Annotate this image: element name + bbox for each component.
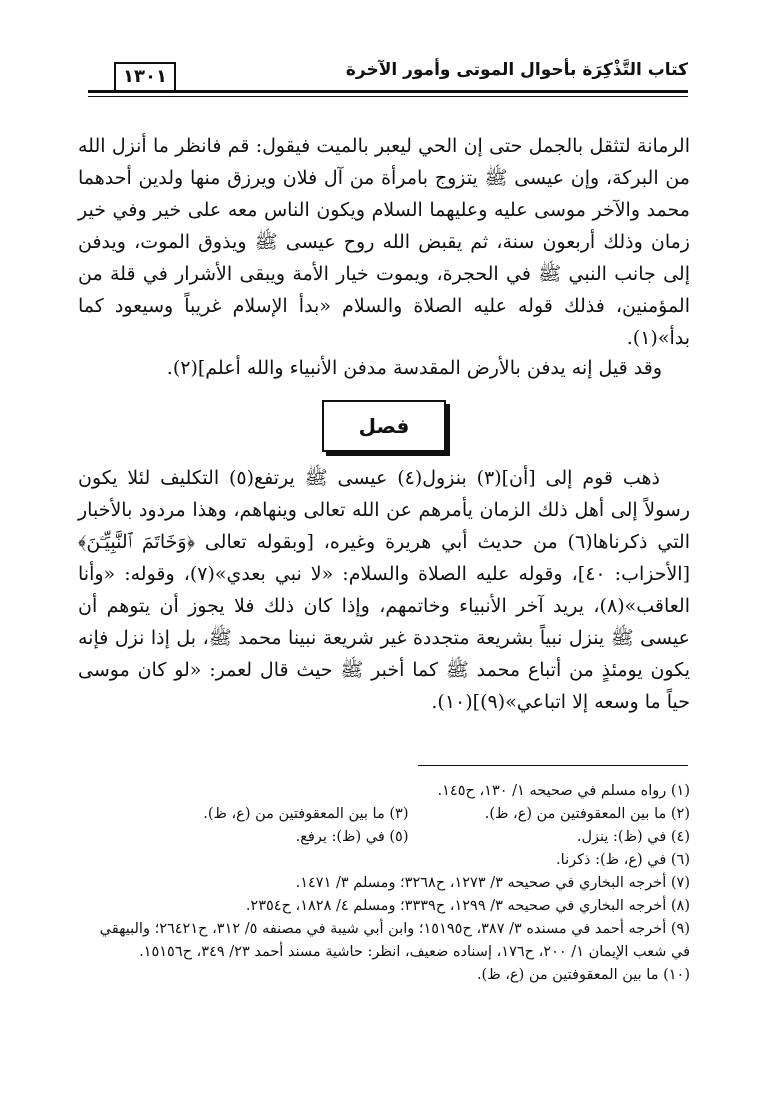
footnote-8: (٨) أخرجه البخاري في صحيحه ٣/ ١٢٩٩، ح٣٣٣٩؛ ومسلم ٤/ ١٨٢٨، ح٢٣٥٤. (245, 898, 690, 914)
page-header (88, 58, 688, 98)
footnote-10: (١٠) ما بين المعقوفتين من (ع، ظ). (476, 967, 690, 983)
section-heading: فصل (322, 400, 446, 452)
paragraph-text: وقد قيل إنه يدفن بالأرض المقدسة مدفن الأنبياء والله أعلم](٢). (166, 357, 662, 379)
body-paragraph-2 (78, 352, 690, 384)
running-title: كتاب التَّذْكِرَة بأحوال الموتى وأمور الآخرة (345, 60, 688, 80)
footnote-6: (٦) في (ع، ظ): ذكرنا. (556, 852, 690, 868)
paragraph-text: ذهب قوم إلى [أن](٣) بنزول(٤) عيسى ﷺ يرتفع(٥) التكليف لئلا يكون رسولاً إلى أهل ذلك الزمان يأمرهم عن الله تعالى وينهاهم، وهذا مردود بالأخبار التي ذكرناها(٦) من حديث أبي هريرة وغيره، [وبقوله تعالى ﴿وَخَاتَمَ ٱلنَّبِيِّـۧنَ﴾ [الأحزاب: ٤٠]، وقوله عليه الصلاة والسلام: «لا نبي بعدي»(٧)، وقوله: «وأنا العاقب»(٨)، يريد آخر الأنبياء وخاتمهم، وإذا كان ذلك فلا يجوز أن يتوهم أن عيسى ﷺ ينزل نبياً بشريعة متجددة غير شريعة نبينا محمد ﷺ، بل إذا نزل فإنه يكون يومئذٍ من أتباع محمد ﷺ كما أخبر ﷺ حيث قال لعمر: «لو كان موسى حياً ما وسعه إلا اتباعي»(٩)](١٠). (78, 467, 690, 713)
footnote-4: (٤) في (ظ): ينزل. (576, 829, 690, 845)
footnote-row (78, 826, 690, 849)
footnote-3: (٣) ما بين المعقوفتين من (ع، ظ). (203, 806, 409, 822)
body-paragraph-3 (78, 462, 690, 718)
header-rule-thin (88, 96, 688, 97)
header-rule-thick (88, 90, 688, 93)
footnote-5: (٥) في (ظ): يرفع. (295, 829, 409, 845)
footnote-9: (٩) أخرجه أحمد في مسنده ٣/ ٣٨٧، ح١٥١٩٥؛ وابن أبي شيبة في مصنفه ٥/ ٣١٢، ح٢٦٤٢١؛ والبيهقي في شعب الإيمان ١/ ٢٠٠، ح١٧٦، إسناده ضعيف، انظر: حاشية مسند أحمد ٢٣/ ٣٤٩، ح١٥١٥٦. (99, 921, 690, 960)
paragraph-text: الرمانة لتثقل بالجمل حتى إن الحي ليعبر بالميت فيقول: قم فانظر ما أنزل الله من البركة، وإن عيسى ﷺ يتزوج بامرأة من آل فلان ويرزق منها ولدين أحدهما محمد والآخر موسى عليه وعليهما السلام ويكون الناس معه على خير وفي خير زمان وذلك أربعون سنة، ثم يقبض الله روح عيسى ﷺ ويذوق الموت، ويدفن إلى جانب النبي ﷺ في الحجرة، ويموت خيار الأمة ويبقى الأشرار في قلة من المؤمنين، فذلك قوله عليه الصلاة والسلام «بدأ الإسلام غريباً وسيعود كما بدأ»(١). (78, 135, 690, 349)
page-number: ١٣٠١ (114, 62, 176, 92)
footnote-separator (418, 765, 688, 766)
footnote-1: (١) رواه مسلم في صحيحه ١/ ١٣٠، ح١٤٥. (437, 783, 690, 799)
footnote-row (78, 803, 690, 826)
body-paragraph-1 (78, 130, 690, 354)
footnote-2: (٢) ما بين المعقوفتين من (ع، ظ). (484, 806, 690, 822)
footnotes (78, 780, 690, 987)
footnote-7: (٧) أخرجه البخاري في صحيحه ٣/ ١٢٧٣، ح٣٢٦٨؛ ومسلم ٣/ ١٤٧١. (295, 875, 690, 891)
